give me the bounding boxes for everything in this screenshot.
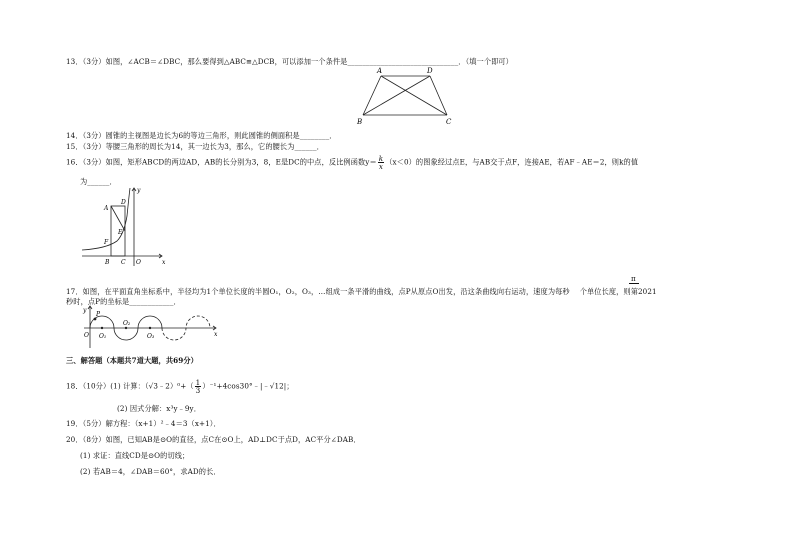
q17-stem-part1: 17．如图，在平面直角坐标系中，半径均为1个单位长度的半圆O₁，O₂，O₃，…组成一条平滑的曲线，点P从原点O出发，沿这条曲线向右运动，速度为每秒 <box>66 287 570 296</box>
q16-label-d: D <box>121 199 126 206</box>
q18-frac-denominator: 3 <box>195 386 201 395</box>
q17-fraction-bar <box>629 283 639 284</box>
q15-text: 15．（3分）等腰三角形的周长为14，其一边长为3，那么，它的腰长为______． <box>66 142 324 151</box>
q16-line1 <box>66 155 638 170</box>
q16-label-e: E <box>118 229 123 236</box>
q18-line1 <box>66 379 294 394</box>
q14-text: 14．（3分）圆锥的主视图是边长为6的等边三角形，则此圆锥的侧面积是________． <box>66 131 337 140</box>
q16-frac-numerator: k <box>378 154 384 163</box>
q17-label-o2: O₂ <box>123 320 131 327</box>
q17-center-o3 <box>149 327 151 329</box>
q16-stem-part2: （x＜0）的图象经过点E，与AB交于点F，连接AE，若AF﹣AE＝2，则k的值 <box>385 157 639 167</box>
q20-line1: 20．（8分）如图，已知AB是⊙O的直径，点C在⊙O上，AD⊥DC于点D，AC平分∠DAB． <box>66 435 361 444</box>
q18-stem-part1: 18．（10分）(1) 计算：（√3﹣2）⁰+（ <box>66 381 194 391</box>
q17-label-p: P <box>96 311 101 318</box>
q17-center-o2 <box>125 327 127 329</box>
q18-line2: (2) 因式分解：x³y﹣9y． <box>117 404 202 413</box>
q17-point-p <box>94 318 97 321</box>
q16-label-a: A <box>104 205 109 212</box>
q17-label-o: O <box>84 332 89 339</box>
q16-frac-denominator: x <box>378 162 384 171</box>
section-3-heading: 三、解答题（本题共7道大题，共69分） <box>66 356 198 365</box>
q13-label-a: A <box>377 67 383 75</box>
q16-line2: 为______． <box>80 177 117 186</box>
q16-label-o: O <box>136 259 141 266</box>
q17-label-y: y <box>83 307 87 314</box>
q17-line1 <box>66 287 657 296</box>
q19-text: 19．（5分）解方程：（x+1）²﹣4＝3（x+1）． <box>66 419 221 428</box>
q18-stem-part2: ）⁻¹+4cos30°﹣|﹣√12|； <box>202 381 294 391</box>
q17-label-o1: O₁ <box>99 333 107 340</box>
q16-stem-part1: 16．（3分）如图，矩形ABCD的两边AD，AB的长分别为3，8，E是DC的中点，反比例函数y＝ <box>66 157 377 167</box>
q20-part1: (1) 求证：直线CD是⊙O的切线； <box>80 451 190 460</box>
q18-fraction-one-third <box>195 379 202 394</box>
q17-stem-part2: 个单位长度，则第2021 <box>579 287 657 296</box>
q16-label-f: F <box>104 239 109 246</box>
q16-label-x: x <box>162 259 166 266</box>
q17-label-x: x <box>214 331 218 338</box>
q16-label-b: B <box>105 259 110 266</box>
q16-label-c: C <box>121 259 126 266</box>
q17-center-o1 <box>101 327 103 329</box>
q16-fraction-k-over-x <box>378 155 384 170</box>
q13-answer-blank[interactable]: ______________________________ <box>347 57 459 66</box>
q13-label-b: B <box>357 118 363 126</box>
q16-label-y: y <box>137 187 141 194</box>
q17-label-o3: O₃ <box>147 333 155 340</box>
q13-figure-trapezoid <box>354 64 466 128</box>
q17-line2: 秒时，点P的坐标是____________． <box>66 297 181 306</box>
q13-label-c: C <box>446 118 452 126</box>
q17-figure-semicircle-curve <box>82 304 222 350</box>
q20-part2: (2) 若AB＝4，∠DAB＝60°，求AD的长． <box>80 467 221 476</box>
q13-tail: ．（填一个即可） <box>458 57 513 66</box>
q16-figure-rectangle-hyperbola <box>80 186 170 268</box>
q13-label-d: D <box>427 67 433 75</box>
q17-pi-numerator: π <box>631 274 636 283</box>
q18-frac-numerator: 1 <box>195 378 201 387</box>
q13-stem: 13．（3分）如图，∠ACB＝∠DBC，那么要得到△ABC≌△DCB，可以添加一个条件是 <box>66 57 348 66</box>
